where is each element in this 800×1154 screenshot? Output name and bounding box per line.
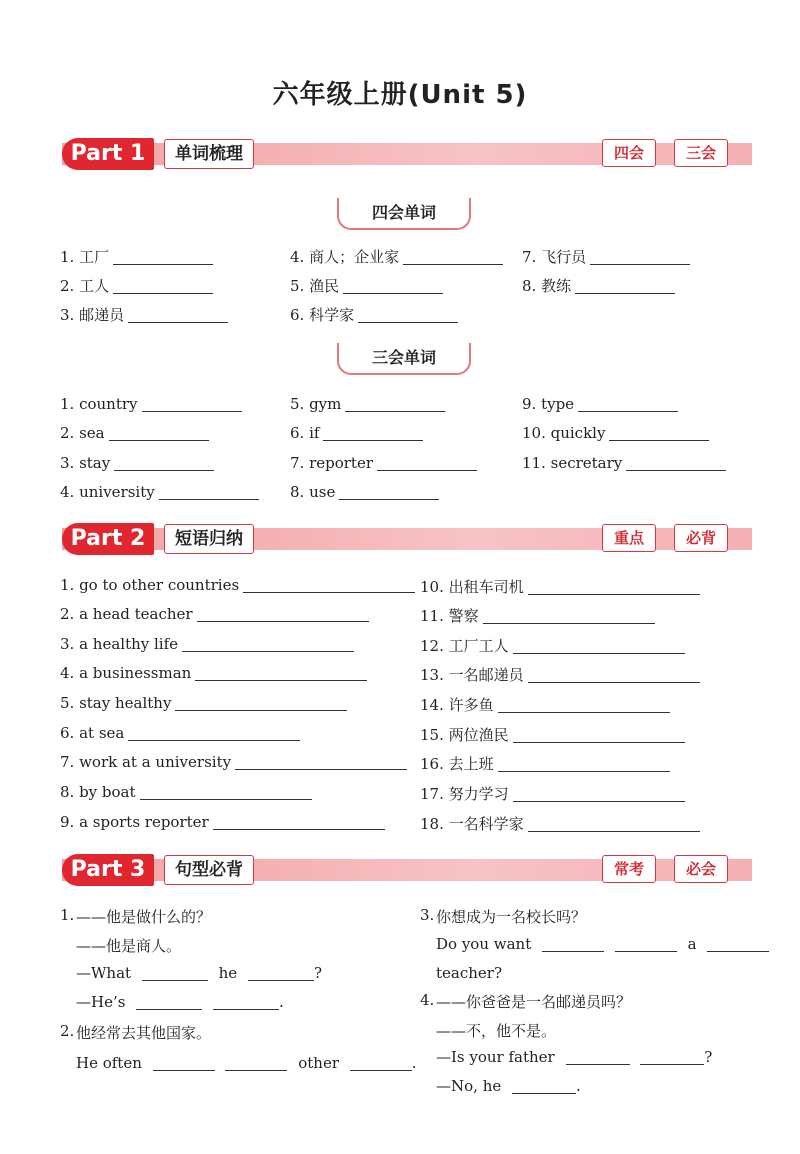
four-word-8: 8. 教练	[522, 277, 572, 295]
answer-line	[142, 410, 242, 412]
answer-line	[513, 800, 685, 802]
phrase-3: 3. a healthy life	[60, 635, 179, 653]
answer-line	[542, 950, 604, 952]
part-3-header	[62, 856, 752, 884]
phrase-5: 5. stay healthy	[60, 694, 172, 712]
q4-number: 4.	[420, 991, 435, 1009]
q1-line-a: ——他是做什么的？	[76, 908, 212, 926]
answer-line	[528, 830, 700, 832]
answer-line	[626, 469, 726, 471]
part-1-label: 单词梳理	[164, 139, 254, 169]
part-3-tag: Part 3	[62, 854, 154, 886]
answer-line	[136, 1008, 202, 1010]
three-word-6: 6. if	[290, 424, 320, 442]
q3-line-c: teacher?	[436, 964, 502, 982]
part-3-label: 句型必背	[164, 855, 254, 885]
answer-line	[225, 1069, 287, 1071]
three-word-1: 1. country	[60, 395, 138, 413]
answer-line	[609, 439, 709, 441]
answer-line	[483, 622, 655, 624]
q3-line-a: 你想成为一名校长吗？	[436, 908, 587, 926]
answer-line	[707, 950, 769, 952]
four-word-5: 5. 渔民	[290, 277, 340, 295]
answer-line	[528, 681, 700, 683]
answer-line	[113, 292, 213, 294]
answer-line	[345, 410, 445, 412]
phrase-1: 1. go to other countries	[60, 576, 240, 594]
answer-line	[403, 263, 503, 265]
phrase-9: 9. a sports reporter	[60, 813, 209, 831]
answer-line	[512, 1092, 576, 1094]
answer-line	[243, 591, 415, 593]
q1-line-d: —He’s .	[76, 993, 284, 1011]
answer-line	[195, 679, 367, 681]
three-word-11: 11. secretary	[522, 454, 623, 472]
answer-line	[197, 620, 369, 622]
three-word-5: 5. gym	[290, 395, 342, 413]
answer-line	[578, 410, 678, 412]
part-3-badge-2: 必会	[674, 855, 728, 883]
phrase-6: 6. at sea	[60, 724, 125, 742]
answer-line	[235, 768, 407, 770]
phrase-10: 10. 出租车司机	[420, 578, 524, 596]
answer-line	[142, 979, 208, 981]
page-title: 六年级上册(Unit 5)	[272, 80, 528, 110]
three-word-7: 7. reporter	[290, 454, 374, 472]
part-2-tag: Part 2	[62, 523, 154, 555]
answer-line	[113, 263, 213, 265]
q2-number: 2.	[60, 1022, 75, 1040]
phrase-17: 17. 努力学习	[420, 785, 509, 803]
four-word-4: 4. 商人；企业家	[290, 248, 400, 266]
answer-line	[350, 1069, 412, 1071]
three-word-8: 8. use	[290, 483, 336, 501]
part-1-badge-1: 四会	[602, 139, 656, 167]
three-word-3: 3. stay	[60, 454, 111, 472]
part-2-header	[62, 525, 752, 553]
answer-line	[182, 650, 354, 652]
answer-line	[358, 321, 458, 323]
answer-line	[109, 439, 209, 441]
three-word-4: 4. university	[60, 483, 155, 501]
phrase-13: 13. 一名邮递员	[420, 666, 524, 684]
answer-line	[377, 469, 477, 471]
answer-line	[513, 741, 685, 743]
answer-line	[153, 1069, 215, 1071]
answer-line	[498, 711, 670, 713]
part-1-badge-2: 三会	[674, 139, 728, 167]
answer-line	[128, 321, 228, 323]
answer-line	[528, 593, 700, 595]
four-skill-heading: 四会单词	[337, 198, 471, 230]
phrase-4: 4. a businessman	[60, 664, 192, 682]
answer-line	[128, 739, 300, 741]
phrase-18: 18. 一名科学家	[420, 815, 524, 833]
answer-line	[590, 263, 690, 265]
answer-line	[513, 652, 685, 654]
q4-line-a: ——你爸爸是一名邮递员吗？	[436, 993, 632, 1011]
phrase-15: 15. 两位渔民	[420, 726, 509, 744]
answer-line	[114, 469, 214, 471]
q2-line-b: He often other .	[76, 1054, 417, 1072]
four-word-7: 7. 飞行员	[522, 248, 587, 266]
q4-line-d: —No, he .	[436, 1077, 581, 1095]
three-word-10: 10. quickly	[522, 424, 606, 442]
answer-line	[140, 798, 312, 800]
q1-line-c: —What he ?	[76, 964, 322, 982]
part-3-badge-1: 常考	[602, 855, 656, 883]
three-skill-heading: 三会单词	[337, 343, 471, 375]
answer-line	[159, 498, 259, 500]
part-2-badge-1: 重点	[602, 524, 656, 552]
q1-line-b: ——他是商人。	[76, 937, 182, 955]
answer-line	[323, 439, 423, 441]
answer-line	[566, 1063, 630, 1065]
four-word-1: 1. 工厂	[60, 248, 110, 266]
answer-line	[175, 709, 347, 711]
q2-line-a: 他经常去其他国家。	[76, 1024, 212, 1042]
part-1-tag: Part 1	[62, 138, 154, 170]
three-word-9: 9. type	[522, 395, 575, 413]
phrase-11: 11. 警察	[420, 607, 479, 625]
answer-line	[640, 1063, 704, 1065]
three-word-2: 2. sea	[60, 424, 105, 442]
q3-line-b: Do you want a	[436, 935, 769, 953]
phrase-16: 16. 去上班	[420, 755, 494, 773]
q4-line-c: —Is your father ?	[436, 1048, 713, 1066]
four-word-6: 6. 科学家	[290, 306, 355, 324]
q1-number: 1.	[60, 906, 75, 924]
q4-line-b: ——不，他不是。	[436, 1022, 557, 1040]
phrase-8: 8. by boat	[60, 783, 136, 801]
four-word-2: 2. 工人	[60, 277, 110, 295]
phrase-12: 12. 工厂工人	[420, 637, 509, 655]
answer-line	[213, 1008, 279, 1010]
phrase-7: 7. work at a university	[60, 753, 232, 771]
answer-line	[575, 292, 675, 294]
four-word-3: 3. 邮递员	[60, 306, 125, 324]
answer-line	[213, 828, 385, 830]
answer-line	[343, 292, 443, 294]
part-1-header	[62, 140, 752, 168]
part-2-badge-2: 必背	[674, 524, 728, 552]
phrase-14: 14. 许多鱼	[420, 696, 494, 714]
answer-line	[248, 979, 314, 981]
answer-line	[339, 498, 439, 500]
part-2-label: 短语归纳	[164, 524, 254, 554]
q3-number: 3.	[420, 906, 435, 924]
answer-line	[615, 950, 677, 952]
phrase-2: 2. a head teacher	[60, 605, 193, 623]
answer-line	[498, 770, 670, 772]
